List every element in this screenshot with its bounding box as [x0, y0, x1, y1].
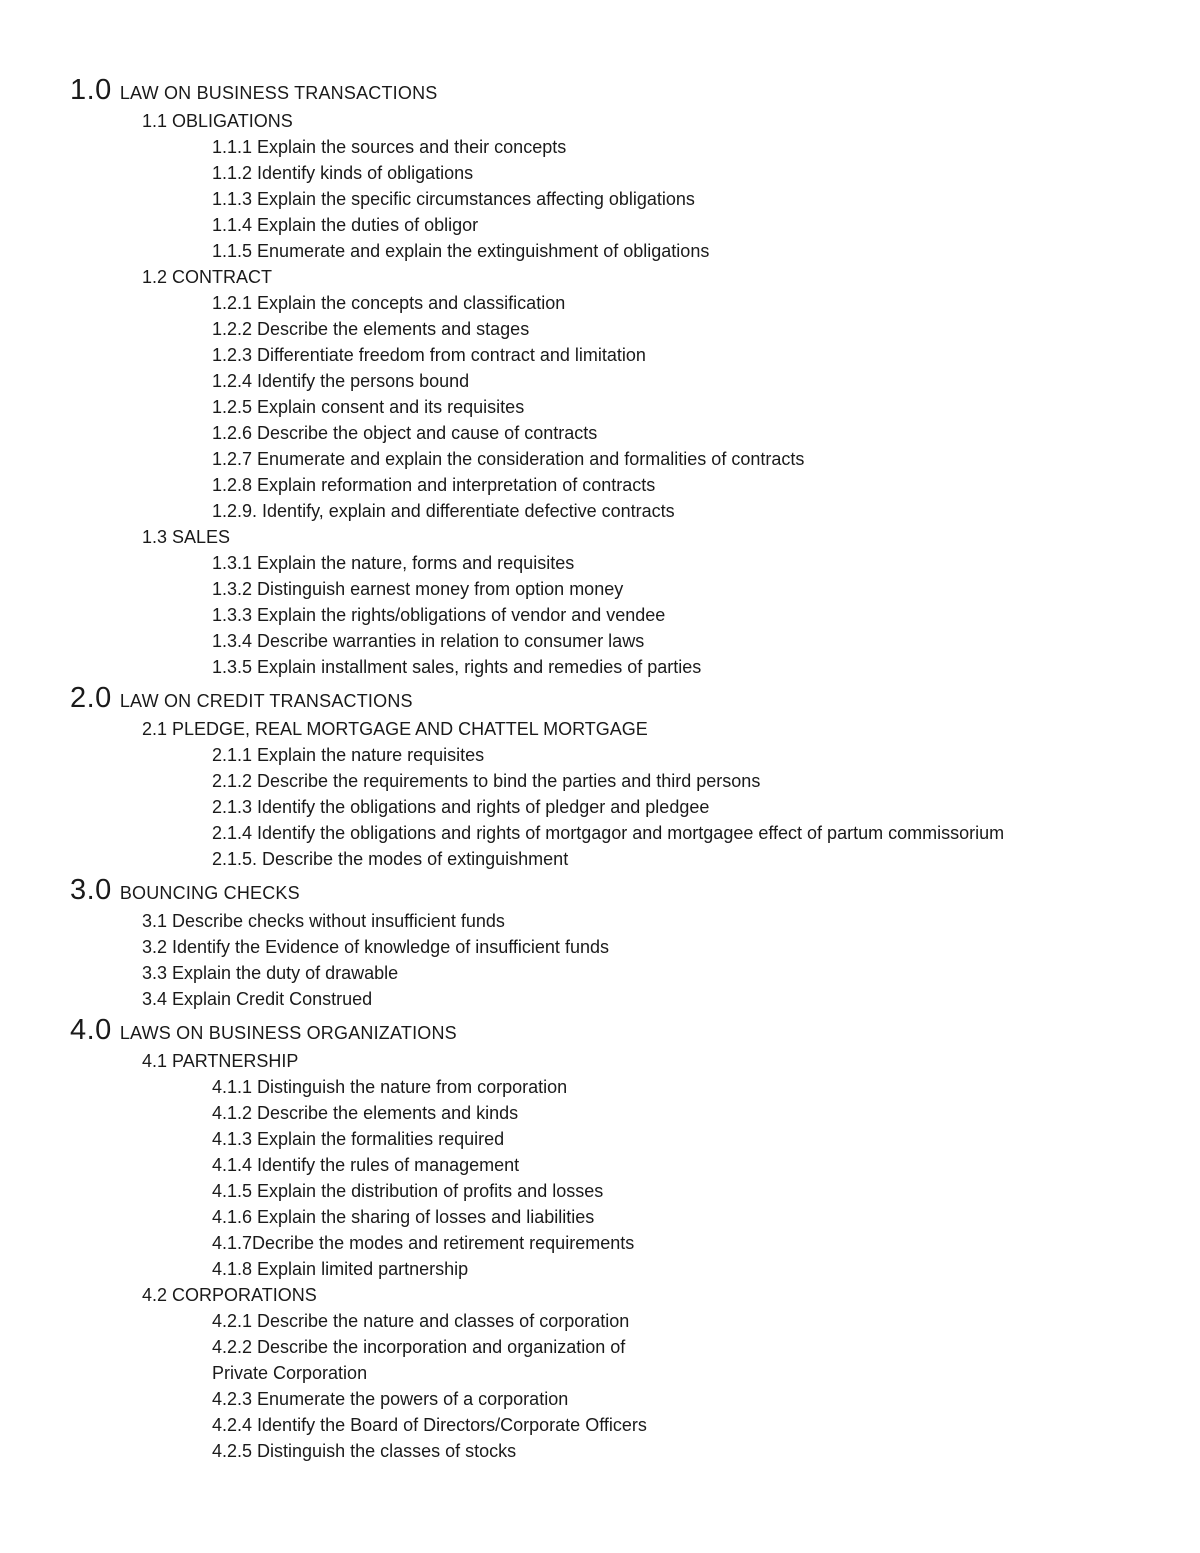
outline-item: 1.2.2 Describe the elements and stages: [212, 319, 530, 339]
outline-item: 1.2.8 Explain reformation and interpretation of contracts: [212, 475, 656, 495]
section-3: [0, 872, 1200, 1012]
outline-item: 4.2.5 Distinguish the classes of stocks: [212, 1441, 517, 1461]
outline-item: 1.1.4 Explain the duties of obligor: [212, 215, 479, 235]
section-number: 3.0: [70, 874, 112, 906]
outline-item: 4.1.6 Explain the sharing of losses and liabilities: [212, 1207, 595, 1227]
outline-item: 1.3.3 Explain the rights/obligations of vendor and vendee: [212, 605, 666, 625]
outline-item: 4.2.2 Describe the incorporation and organization of: [212, 1337, 626, 1357]
outline-item: 1.2.4 Identify the persons bound: [212, 371, 470, 391]
outline-item: 1.2.7 Enumerate and explain the consideration and formalities of contracts: [212, 449, 805, 469]
outline-item: 2.1.4 Identify the obligations and rights of mortgagor and mortgagee effect of partum commissorium: [212, 823, 1005, 843]
outline-item: 1.2.9. Identify, explain and differentiate defective contracts: [212, 501, 675, 521]
subsection-heading: 3.3 Explain the duty of drawable: [142, 963, 399, 983]
outline-item: 1.3.5 Explain installment sales, rights and remedies of parties: [212, 657, 702, 677]
section-number: 4.0: [70, 1014, 112, 1046]
outline-item: 1.1.2 Identify kinds of obligations: [212, 163, 474, 183]
section-title: LAW ON BUSINESS TRANSACTIONS: [119, 83, 438, 103]
subsection-heading: 1.2 CONTRACT: [142, 267, 273, 287]
subsection-heading: 4.2 CORPORATIONS: [142, 1285, 317, 1305]
outline-item: 1.2.3 Differentiate freedom from contract and limitation: [212, 345, 646, 365]
section-title: BOUNCING CHECKS: [119, 883, 300, 903]
subsection-heading: 3.1 Describe checks without insufficient funds: [142, 911, 505, 931]
outline-item: 1.3.4 Describe warranties in relation to consumer laws: [212, 631, 645, 651]
outline-item: 4.1.4 Identify the rules of management: [212, 1155, 520, 1175]
outline-item: 2.1.1 Explain the nature requisites: [212, 745, 485, 765]
outline-item: 4.1.8 Explain limited partnership: [212, 1259, 469, 1279]
outline-item: 2.1.2 Describe the requirements to bind the parties and third persons: [212, 771, 761, 791]
outline-item: 4.1.5 Explain the distribution of profits and losses: [212, 1181, 604, 1201]
outline-item: 4.1.7Decribe the modes and retirement requirements: [212, 1233, 635, 1253]
section-4: [0, 1012, 1200, 1464]
section-title: LAWS ON BUSINESS ORGANIZATIONS: [119, 1023, 457, 1043]
outline-item: 1.1.5 Enumerate and explain the extinguishment of obligations: [212, 241, 710, 261]
section-heading: [0, 680, 1200, 716]
section-heading: [0, 72, 1200, 108]
section-number: 1.0: [70, 74, 112, 106]
subsection-heading: 1.3 SALES: [142, 527, 231, 547]
outline-item: 4.1.1 Distinguish the nature from corporation: [212, 1077, 568, 1097]
outline-item: 4.2.4 Identify the Board of Directors/Corporate Officers: [212, 1415, 647, 1435]
outline-item: 1.2.1 Explain the concepts and classification: [212, 293, 566, 313]
outline-item: 1.3.1 Explain the nature, forms and requisites: [212, 553, 575, 573]
subsection-heading: 3.4 Explain Credit Construed: [142, 989, 373, 1009]
outline-item: Private Corporation: [212, 1363, 368, 1383]
section-heading: [0, 872, 1200, 908]
outline-item: 1.2.6 Describe the object and cause of contracts: [212, 423, 598, 443]
subsection-heading: 4.1 PARTNERSHIP: [142, 1051, 299, 1071]
outline-item: 1.1.1 Explain the sources and their concepts: [212, 137, 567, 157]
section-number: 2.0: [70, 682, 112, 714]
outline-item: 4.1.2 Describe the elements and kinds: [212, 1103, 519, 1123]
outline-item: 4.2.3 Enumerate the powers of a corporation: [212, 1389, 569, 1409]
subsection-heading: 3.2 Identify the Evidence of knowledge of insufficient funds: [142, 937, 609, 957]
section-heading: [0, 1012, 1200, 1048]
outline-item: 4.2.1 Describe the nature and classes of corporation: [212, 1311, 630, 1331]
syllabus-outline: [0, 72, 1200, 1464]
section-2: [0, 680, 1200, 872]
subsection-heading: 2.1 PLEDGE, REAL MORTGAGE AND CHATTEL MORTGAGE: [142, 719, 648, 739]
outline-item: 1.1.3 Explain the specific circumstances affecting obligations: [212, 189, 695, 209]
subsection-heading: 1.1 OBLIGATIONS: [142, 111, 293, 131]
outline-item: 1.2.5 Explain consent and its requisites: [212, 397, 525, 417]
outline-item: 2.1.5. Describe the modes of extinguishment: [212, 849, 569, 869]
outline-item: 2.1.3 Identify the obligations and rights of pledger and pledgee: [212, 797, 710, 817]
outline-item: 1.3.2 Distinguish earnest money from option money: [212, 579, 624, 599]
outline-item: 4.1.3 Explain the formalities required: [212, 1129, 505, 1149]
section-title: LAW ON CREDIT TRANSACTIONS: [119, 691, 413, 711]
section-1: [0, 72, 1200, 680]
